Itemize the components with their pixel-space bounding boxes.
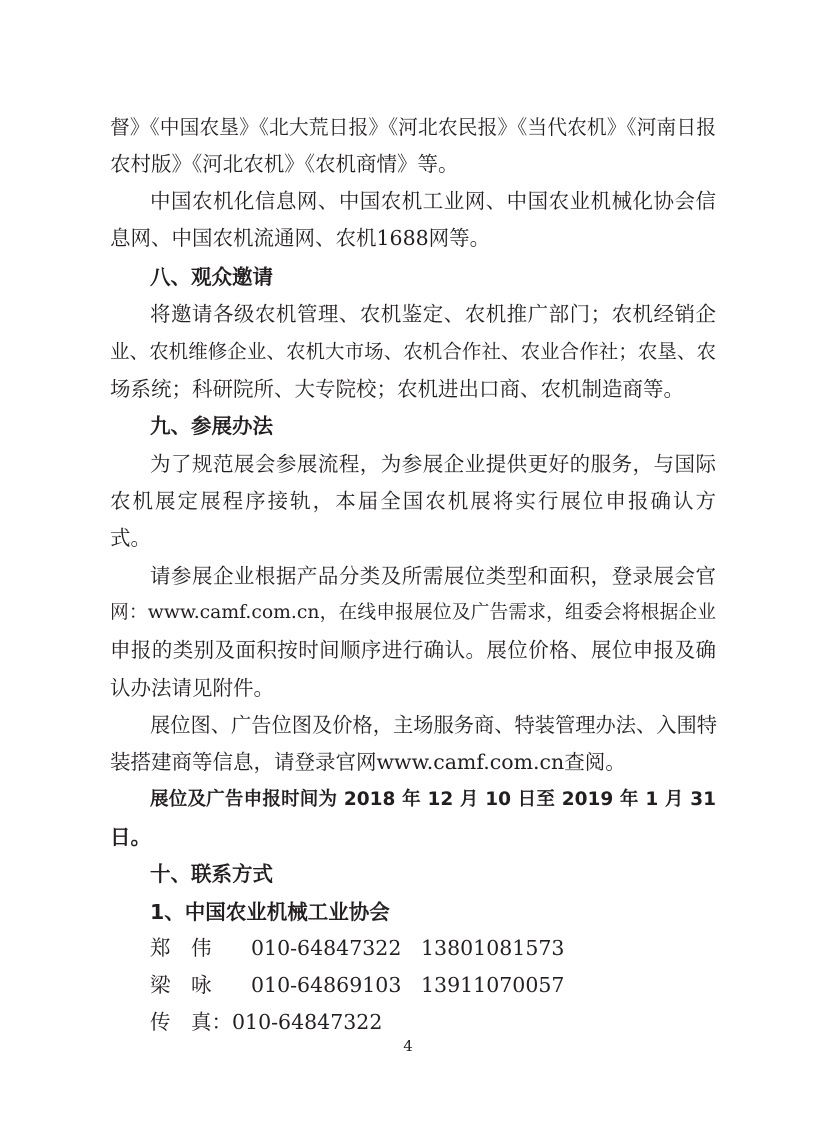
contact-phone: 010-64869103 (251, 973, 402, 997)
apply-line-2: 网：www.camf.com.cn，在线申报展位及广告需求，组委会将根据企业 (110, 602, 716, 623)
method-line-3: 式。 (110, 526, 151, 550)
website-list-line-2: 息网、中国农机流通网、农机1688网等。 (110, 226, 491, 250)
section-heading-audience: 八、观众邀请 (150, 265, 273, 289)
info-line-2: 装搭建商等信息，请登录官网www.camf.com.cn查阅。 (110, 750, 626, 774)
contact-name: 梁 咏 (150, 973, 212, 997)
apply-line-4: 认办法请见附件。 (110, 676, 274, 700)
audience-line-2: 业、农机维修企业、农机大市场、农机合作社、农业合作社；农垦、农 (110, 340, 716, 363)
deadline-line-2: 日。 (110, 825, 151, 849)
info-line-1: 展位图、广告位图及价格，主场服务商、特装管理办法、入围特 (150, 713, 718, 737)
contact-phone: 010-64847322 (251, 936, 402, 960)
section-heading-method: 九、参展办法 (150, 414, 273, 438)
deadline-line-1: 展位及广告申报时间为 2018 年 12 月 10 日至 2019 年 1 月 31 (150, 789, 716, 810)
method-line-1: 为了规范展会参展流程，为参展企业提供更好的服务，与国际 (150, 452, 716, 476)
organization-heading: 1、中国农业机械工业协会 (150, 900, 390, 924)
media-list-line-2: 农村版》《河北农机》《农机商情》等。 (110, 152, 459, 176)
contact-mobile: 13801081573 (421, 936, 565, 960)
audience-line-3: 场系统；科研院所、大专院校；农机进出口商、农机制造商等。 (110, 377, 684, 401)
audience-line-1: 将邀请各级农机管理、农机鉴定、农机推广部门；农机经销企 (150, 302, 716, 326)
contact-name: 郑 伟 (150, 936, 212, 960)
page-number: 4 (403, 1037, 413, 1055)
media-list-line-1: 督》《中国农垦》《北大荒日报》《河北农民报》《当代农机》《河南日报 (110, 116, 716, 139)
website-list-line-1: 中国农机化信息网、中国农机工业网、中国农业机械化协会信 (150, 189, 716, 213)
apply-line-1: 请参展企业根据产品分类及所需展位类型和面积，登录展会官 (150, 564, 716, 588)
method-line-2: 农机展定展程序接轨，本届全国农机展将实行展位申报确认方 (110, 489, 716, 513)
apply-line-3: 申报的类别及面积按时间顺序进行确认。展位价格、展位申报及确 (110, 638, 716, 662)
fax-line: 传 真：010-64847322 (150, 1010, 383, 1034)
contact-mobile: 13911070057 (421, 973, 565, 997)
section-heading-contact: 十、联系方式 (150, 862, 273, 886)
